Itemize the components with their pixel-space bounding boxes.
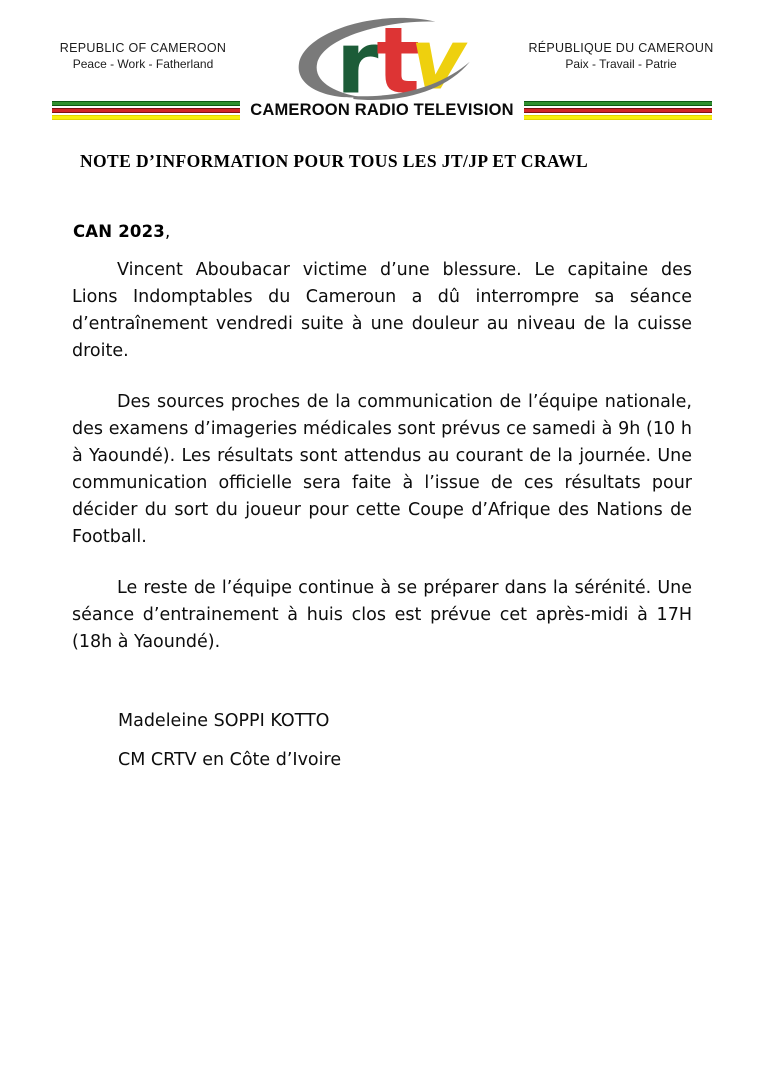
flag-stripe-red [524,108,712,113]
flag-stripe-green [524,101,712,106]
logo-letter-r: r [336,13,379,114]
subject-suffix: , [164,222,171,241]
letterhead-right [478,41,764,71]
flag-stripe-red [52,108,240,113]
logo-letter-t: t [376,7,421,115]
motto-en: Peace - Work - Fatherland [72,57,214,71]
flag-stripes-right [524,100,712,121]
country-name-en: REPUBLIC OF CAMEROON [59,41,227,55]
station-name: CAMEROON RADIO TELEVISION [250,100,514,119]
motto-fr: Paix - Travail - Patrie [565,57,677,71]
flag-stripes-left [52,100,240,121]
signature-role: CM CRTV en Côte d’Ivoire [118,750,342,770]
paragraph-injury: Vincent Aboubacar victime d’une blessure. Le capitaine des Lions Indomptables du Cameroun a dû interrompre sa séance d’entraînement vendredi suite à une douleur au niveau de la cuisse droite. [72,260,692,361]
signature-name: Madeleine SOPPI KOTTO [118,711,330,731]
note-body [72,257,692,656]
paragraph-team-status: Le reste de l’équipe continue à se préparer dans la sérénité. Une séance d’entrainement à huis clos est prévue cet après-midi à 17H (18h à Yaoundé). [72,578,692,652]
logo-letter-v: v [410,10,466,109]
flag-stripe-green [52,101,240,106]
subject-text: CAN 2023 [73,222,165,241]
subject-line [73,222,692,241]
flag-stripe-yellow [52,115,240,120]
note-title: NOTE D’INFORMATION POUR TOUS LES JT/JP ET CRAWL [80,151,589,171]
paragraph-exams: Des sources proches de la communication de l’équipe nationale, des examens d’imageries médicales sont prévus ce samedi à 9h (10 h à Yaoundé). Les résultats sont attendus au courant de la journée. Une communication officielle sera faite à l’issue de ces résultats pour décider du sort du joueur pour cette Coupe d’Afrique des Nations de Football. [72,392,692,547]
country-name-fr: RÉPUBLIQUE DU CAMEROUN [528,41,714,55]
signature-block [118,711,692,770]
flag-banner-row [52,99,712,121]
flag-stripe-yellow [524,115,712,120]
letterhead-left [0,41,286,71]
